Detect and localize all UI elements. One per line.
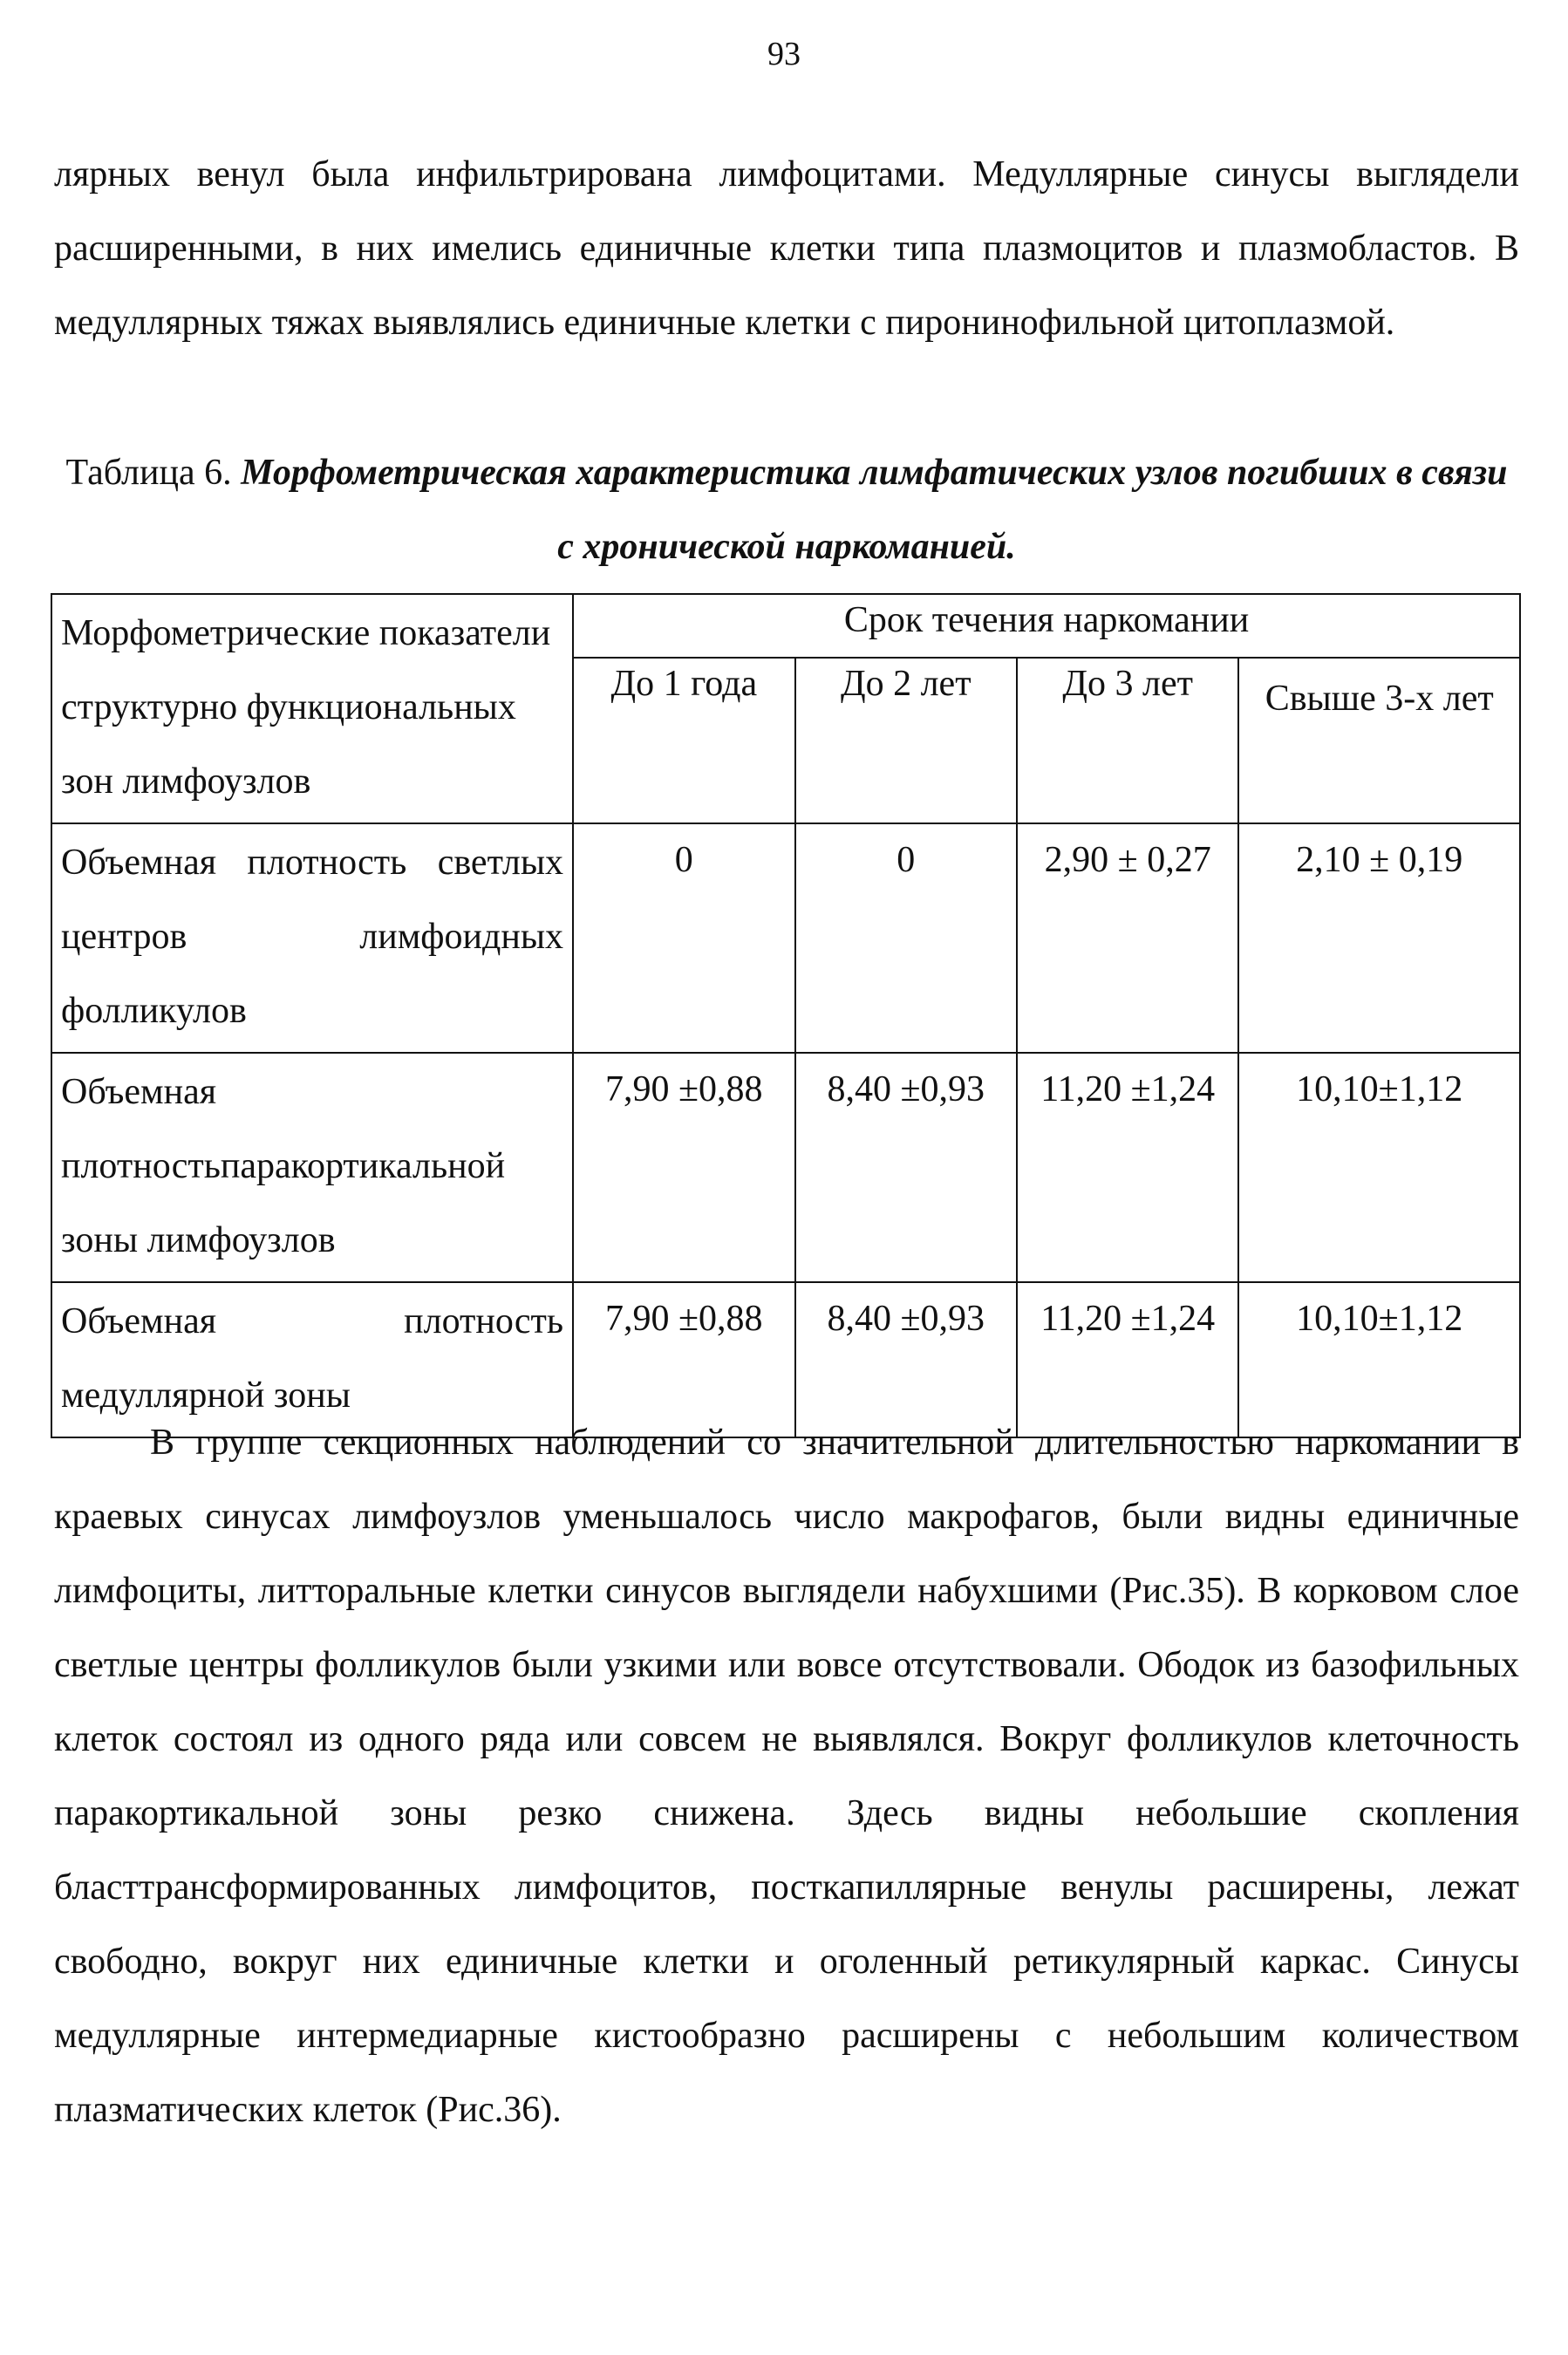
table-cell: 7,90 ±0,88 [573,1282,794,1437]
table-cell: 0 [573,823,794,1053]
table-cell: 2,90 ± 0,27 [1017,823,1238,1053]
table-cell: 8,40 ±0,93 [795,1282,1017,1437]
table-cell: 10,10±1,12 [1238,1053,1520,1282]
table-cell: 2,10 ± 0,19 [1238,823,1520,1053]
table-cell: 10,10±1,12 [1238,1282,1520,1437]
table-cell: 8,40 ±0,93 [795,1053,1017,1282]
table-cell: 0 [795,823,1017,1053]
table-caption [54,436,1519,584]
table-row [51,1053,1520,1282]
column-header: Свыше 3-х лет [1238,658,1520,823]
caption-title: Морфометрическая характеристика лимфатических узлов погибших в связи с хронической наркоманией. [241,453,1508,567]
column-header: До 3 лет [1017,658,1238,823]
row-label: Объемная плотность светлых центров лимфоидных фолликулов [51,823,573,1053]
paragraph-bottom: В группе секционных наблюдений со значительной длительностью наркомании в краевых синусах лимфоузлов уменьшалось число макрофагов, были видны единичные лимфоциты, литторальные клетки синусов выглядели набухшими (Рис.35). В корковом слое светлые центры фолликулов были узкими или вовсе отсутствовали. Ободок из базофильных клеток состоял из одного ряда или совсем не выявлялся. Вокруг фолликулов клеточность паракортикальной зоны резко снижена. Здесь видны небольшие скопления бласттрансформированных лимфоцитов, посткапиллярные венулы расширены, лежат свободно, вокруг них единичные клетки и оголенный ретикулярный каркас. Синусы медуллярные интермедиарные кистообразно расширены с небольшим количеством плазматических клеток (Рис.36). [54,1423,1519,2130]
page-number: 93 [767,36,801,72]
caption-label: Таблица 6. [65,453,232,493]
table-cell: 11,20 ±1,24 [1017,1282,1238,1437]
column-header: До 1 года [573,658,794,823]
paragraph-top: лярных венул была инфильтрирована лимфоцитами. Медуллярные синусы выглядели расширенными, в них имелись единичные клетки типа плазмоцитов и плазмобластов. В медуллярных тяжах выявлялись единичные клетки с пиронинофильной цитоплазмой. [54,154,1519,343]
row-label: Объемная плотностьпаракортикальной зоны лимфоузлов [51,1053,573,1282]
table-row [51,823,1520,1053]
row-label: Объемная плотность медуллярной зоны [51,1282,573,1437]
table-corner-header: Морфометрические показатели структурно функциональных зон лимфоузлов [51,594,573,823]
column-header: До 2 лет [795,658,1017,823]
table-group-header: Срок течения наркомании [573,594,1520,658]
table-cell: 11,20 ±1,24 [1017,1053,1238,1282]
morphometry-table [51,593,1521,1438]
table-cell: 7,90 ±0,88 [573,1053,794,1282]
